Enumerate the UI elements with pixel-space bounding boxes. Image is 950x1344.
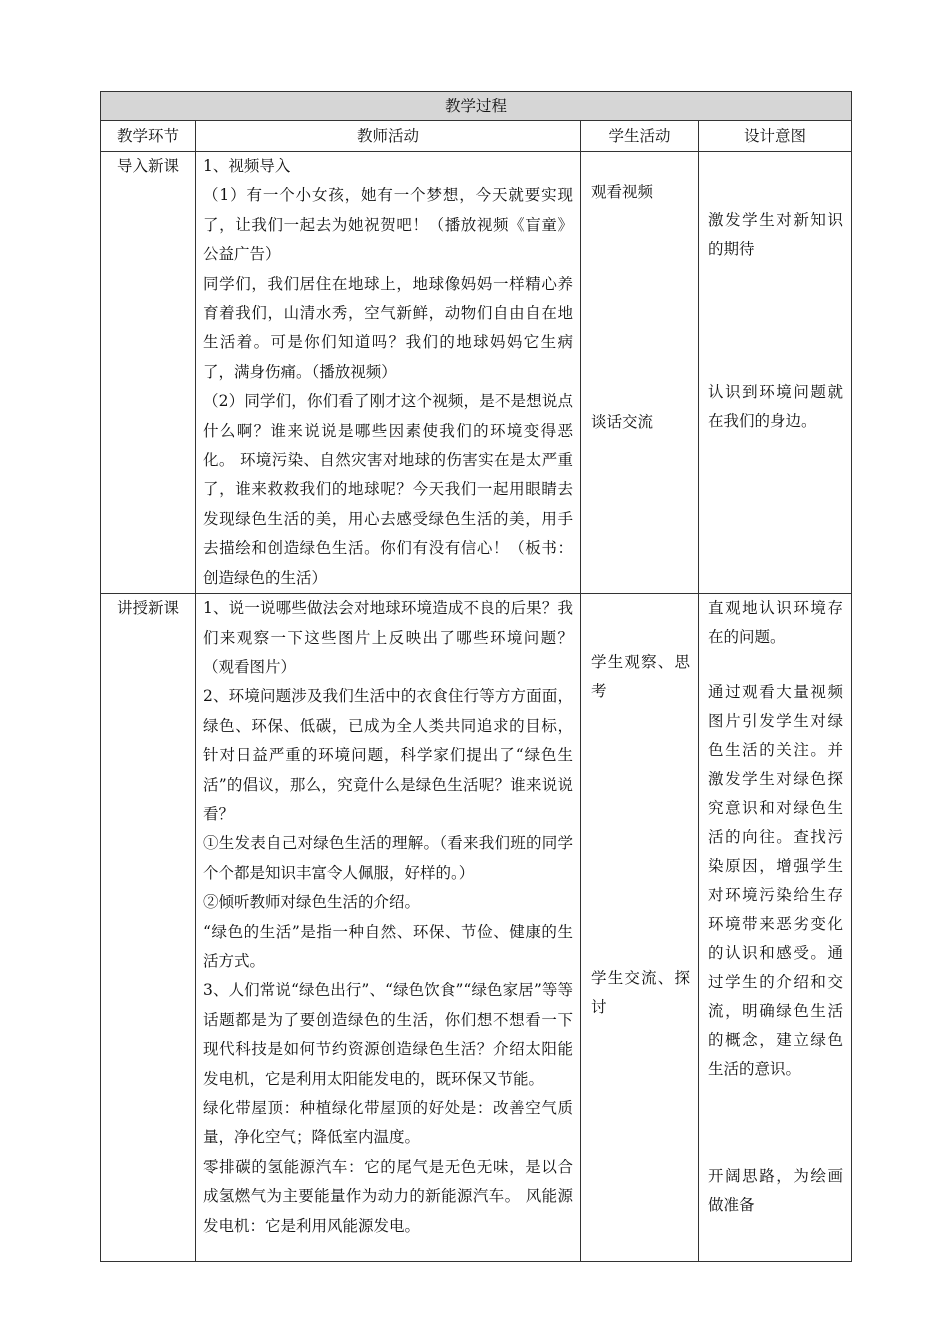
student-activity-cell: [581, 594, 699, 1262]
paragraph: ①生发表自己对绿色生活的理解。（看来我们班的同学个个都是知识丰富令人佩服，好样的。）: [203, 834, 573, 882]
design-intent-text: 通过观看大量视频图片引发学生对绿色生活的关注。并激发学生对绿色探究意识和对绿色生活的向往。查找污染原因，增强学生对环境污染给生存环境带来恶劣变化的认识和感受。通过学生的介绍和交流，明确绿色生活的概念，建立绿色生活的意识。: [708, 683, 844, 1079]
teaching-process-table: [100, 91, 852, 1262]
paragraph: 2、环境问题涉及我们生活中的衣食住行等方方面面，绿色、环保、低碳，已成为全人类共同追求的目标，针对日益严重的环境问题，科学家们提出了“绿色生活”的倡议，那么，究竟什么是绿色生活呢？谁来说说看？: [203, 687, 573, 823]
teacher-activity-cell: [196, 594, 581, 1262]
header-teacher-activity: 教师活动: [196, 121, 581, 152]
stage-cell: 导入新课: [101, 152, 196, 594]
paragraph: 同学们，我们居住在地球上，地球像妈妈一样精心养育着我们，山清水秀，空气新鲜，动物们自由自在地生活着。可是你们知道吗？我们的地球妈妈它生病了，满身伤痛。（播放视频）: [203, 274, 573, 381]
paragraph: 3、人们常说“绿色出行”、“绿色饮食”“绿色家居”等等话题都是为了要创造绿色的生活，你们想不想看一下现代科技是如何节约资源创造绿色生活？介绍太阳能发电机，它是利用太阳能发电的，既环保又节能。: [203, 981, 573, 1088]
header-student-activity: 学生活动: [581, 121, 699, 152]
table-row: [101, 594, 852, 1262]
paragraph: （1）有一个小女孩，她有一个梦想，今天就要实现了，让我们一起去为她祝贺吧！（播放视频《盲童》公益广告）: [203, 186, 573, 264]
student-activity-text: 学生观察、思考: [591, 653, 690, 701]
student-activity-text: 谈话交流: [591, 413, 654, 431]
table-row: [101, 152, 852, 594]
paragraph: （2）同学们，你们看了刚才这个视频，是不是想说点什么啊？谁来说说是哪些因素使我们的环境变得恶化。 环境污染、自然灾害对地球的伤害实在是太严重了，谁来救救我们的地球呢？今天我们一起用眼睛去发现绿色生活的美，用心去感受绿色生活的美，用手去描绘和创造绿色生活。你们有没有信心！（板书：创造绿色的生活）: [203, 392, 573, 587]
design-intent-text: 认识到环境问题就在我们的身边。: [708, 383, 844, 430]
design-intent-text: 激发学生对新知识的期待: [708, 211, 844, 258]
teacher-activity-cell: [196, 152, 581, 594]
paragraph: 1、视频导入: [203, 157, 291, 175]
header-design-intent: 设计意图: [699, 121, 852, 152]
paragraph: ②倾听教师对绿色生活的介绍。: [203, 893, 421, 912]
paragraph: 零排碳的氢能源汽车：它的尾气是无色无味，是以合成氢燃气为主要能量作为动力的新能源汽车。 风能源发电机：它是利用风能源发电。: [203, 1157, 573, 1235]
header-stage: 教学环节: [101, 121, 196, 152]
design-intent-text: 开阔思路，为绘画做准备: [708, 1167, 844, 1215]
paragraph: 绿化带屋顶：种植绿化带屋顶的好处是：改善空气质量，净化空气；降低室内温度。: [203, 1099, 573, 1147]
design-intent-text: 直观地认识环境存在的问题。: [708, 599, 844, 647]
paragraph: 1、说一说哪些做法会对地球环境造成不良的后果？我们来观察一下这些图片上反映出了哪些环境问题？（观看图片）: [203, 599, 573, 676]
stage-cell: 讲授新课: [101, 594, 196, 1262]
student-activity-text: 学生交流、探讨: [591, 969, 690, 1017]
table-title: 教学过程: [101, 92, 852, 121]
design-intent-cell: [699, 152, 852, 594]
paragraph: “绿色的生活”是指一种自然、环保、节俭、健康的生活方式。: [203, 922, 573, 970]
design-intent-cell: [699, 594, 852, 1262]
student-activity-cell: [581, 152, 699, 594]
student-activity-text: 观看视频: [591, 183, 654, 201]
